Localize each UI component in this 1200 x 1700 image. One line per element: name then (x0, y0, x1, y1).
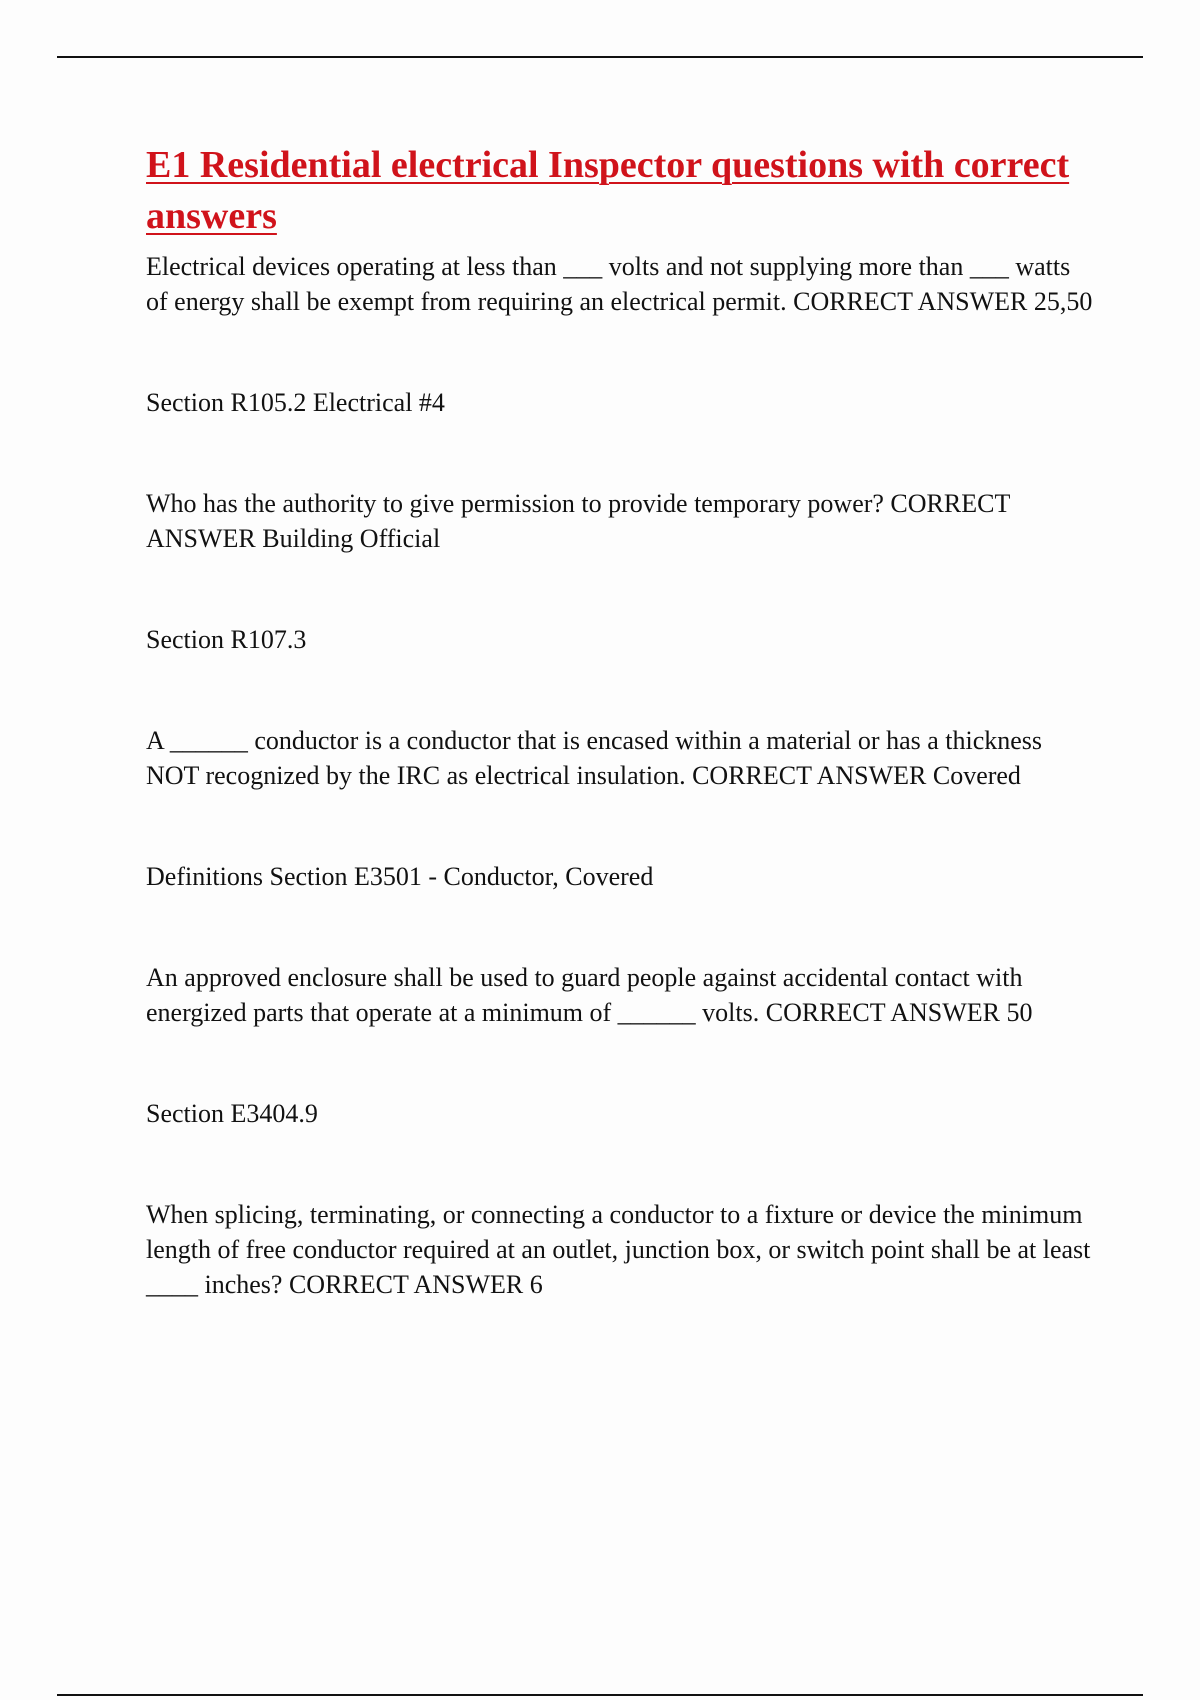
question-answer-2: Who has the authority to give permission to provide temporary power? CORRECT ANSWER Building Official (146, 489, 1010, 553)
footer-rule (57, 1694, 1143, 1696)
question-answer-4: An approved enclosure shall be used to guard people against accidental contact with energized parts that operate at a minimum of ______ volts. CORRECT ANSWER 50 (146, 963, 1033, 1027)
section-reference-1: Section R105.2 Electrical #4 (146, 388, 445, 417)
question-answer-5: When splicing, terminating, or connecting a conductor to a fixture or device the minimum length of free conductor required at an outlet, junction box, or switch point shall be at least ____ inches? CORRECT ANSWER 6 (146, 1200, 1091, 1299)
header-rule (57, 56, 1143, 58)
section-reference-3: Definitions Section E3501 - Conductor, Covered (146, 862, 654, 891)
section-reference-4: Section E3404.9 (146, 1099, 318, 1128)
document-body (146, 140, 1096, 1302)
question-answer-3: A ______ conductor is a conductor that is encased within a material or has a thickness NOT recognized by the IRC as electrical insulation. CORRECT ANSWER Covered (146, 726, 1043, 790)
document-title: E1 Residential electrical Inspector questions with correct answers (146, 144, 1070, 237)
question-answer-1: Electrical devices operating at less than ___ volts and not supplying more than ___ watts of energy shall be exempt from requiring an electrical permit. CORRECT ANSWER 25,50 (146, 252, 1093, 316)
section-reference-2: Section R107.3 (146, 625, 307, 654)
